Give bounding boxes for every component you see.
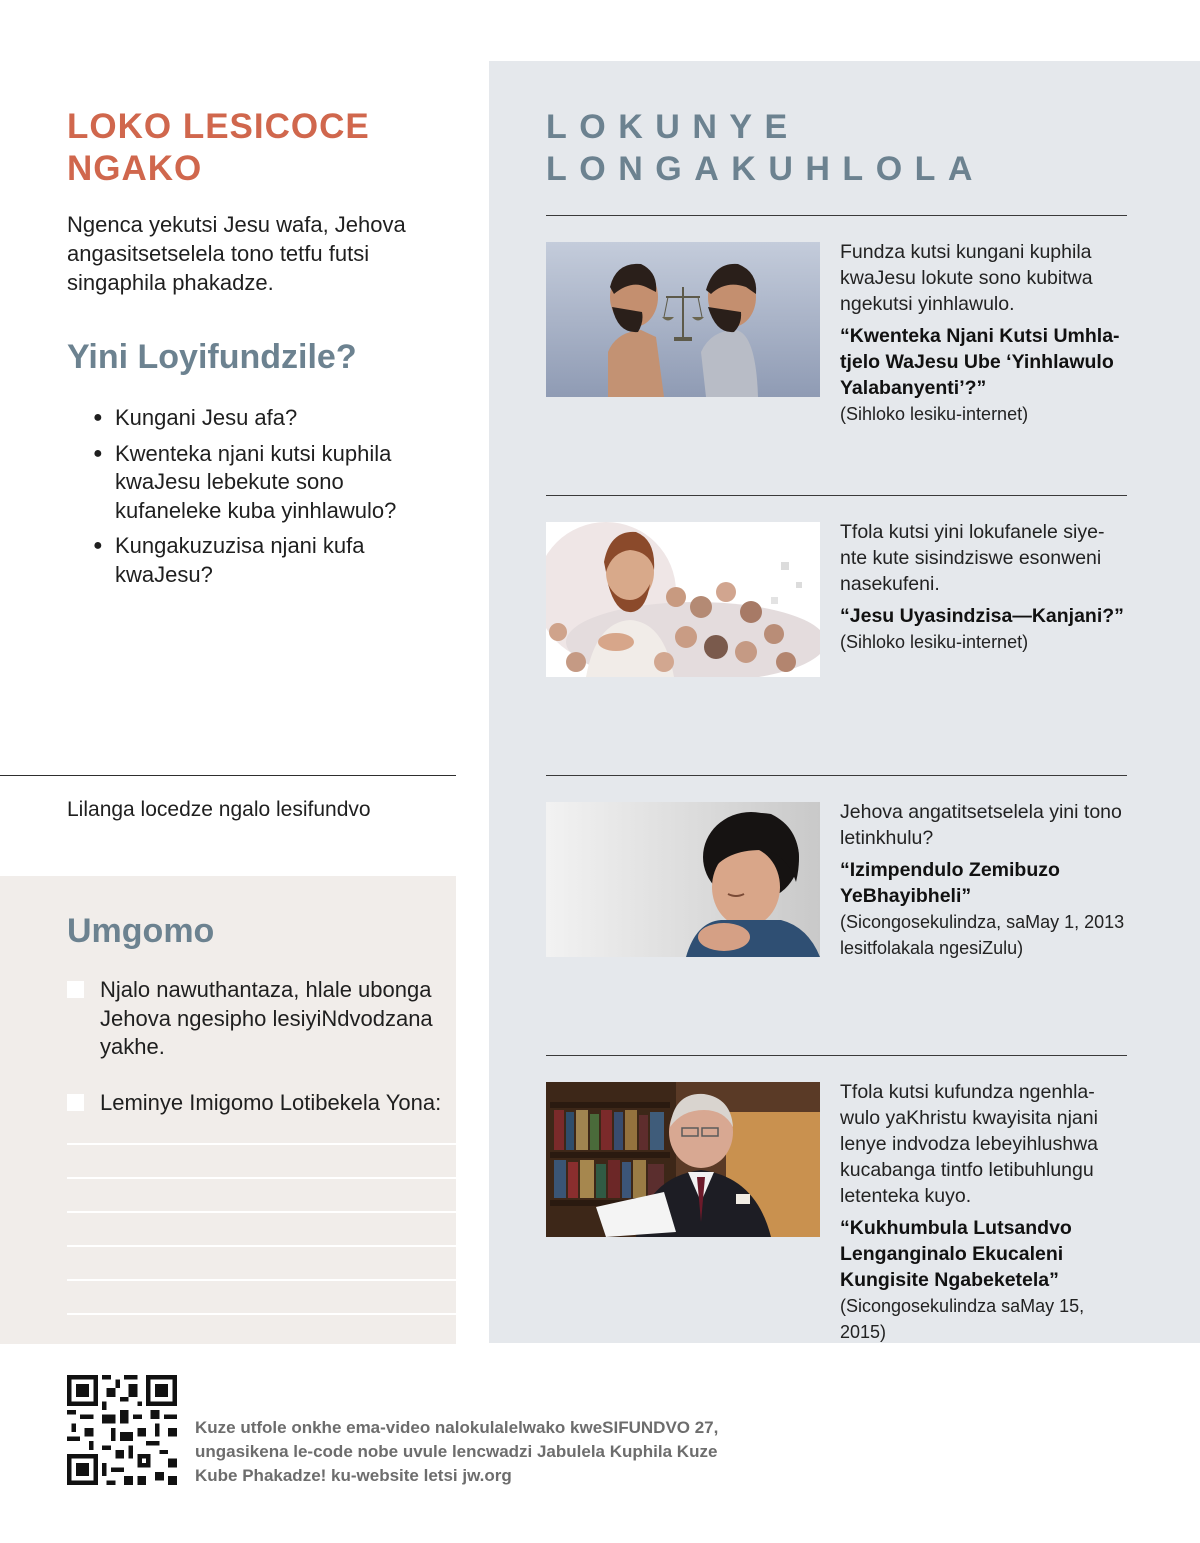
resource-source: (Sicongosekulindza, saMay 1, 2013 lesitfolakala ngesiZulu) — [840, 912, 1125, 958]
footer-line1: Kuze utfole onkhe ema-video nalokulalelwako kweSIFUNDVO 27, — [195, 1418, 719, 1437]
footer-line3: Kube Phakadze! ku-website letsi jw.org — [195, 1466, 512, 1485]
writing-line[interactable] — [67, 1279, 456, 1281]
resources-title-line1: LOKUNYE — [546, 108, 800, 146]
resource-link[interactable]: “Jesu Uyasindzisa—Kanjani?” — [840, 605, 1124, 627]
summary-title-line2: NGAKO — [67, 149, 203, 188]
praying-man-image — [546, 802, 820, 957]
resource-item — [840, 1079, 1130, 1345]
writing-line[interactable] — [67, 1211, 456, 1213]
bullet-icon: ● — [93, 537, 103, 554]
goal-item-text: Leminye Imigomo Lotibekela Yona: — [100, 1090, 442, 1115]
completion-date-label: Lilanga locedze ngalo lesifundvo — [67, 798, 371, 821]
resource-item — [840, 239, 1130, 427]
divider — [546, 215, 1127, 216]
list-item — [93, 532, 453, 589]
resources-title — [546, 106, 1106, 190]
saves-illustration — [546, 522, 820, 677]
summary-title — [67, 106, 447, 190]
goal-item-text: Njalo nawuthantaza, hlale ubonga Jehova ngesipho lesiyiNdvodzana yakhe. — [100, 977, 433, 1059]
ransom-scale-image — [546, 242, 820, 397]
resource-source: (Sicongosekulindza saMay 15, 2015) — [840, 1296, 1085, 1342]
resource-item — [840, 799, 1130, 961]
list-item — [93, 440, 453, 526]
man-reading-image — [546, 1082, 820, 1237]
resource-link[interactable]: “Kwenteka Njani Kutsi Umhla-tjelo WaJesu Ube ‘Yinhlawulo Yalabanyenti’?” — [840, 325, 1120, 399]
resource-item — [840, 519, 1130, 655]
resource-source: (Sihloko lesiku-internet) — [840, 404, 1029, 424]
writing-line[interactable] — [67, 1177, 456, 1179]
resource-description: Tfola kutsi kufundza ngenhla-wulo yaKhristu kwayisita njani lenye indvodza lebeyihlushwa kucabanga tintfo letibuhlungu letenteka kuyo. — [840, 1081, 1099, 1207]
ransom-illustration — [546, 242, 820, 397]
summary-title-line1: LOKO LESICOCE — [67, 107, 370, 146]
divider — [546, 775, 1127, 776]
divider — [0, 775, 456, 776]
writing-line[interactable] — [67, 1313, 456, 1315]
resource-link[interactable]: “Kukhumbula Lutsandvo Lenganginalo Ekucaleni Kungisite Ngabeketela” — [840, 1217, 1072, 1291]
footer-text — [195, 1416, 755, 1488]
goal-item-prayer[interactable] — [67, 976, 452, 1062]
prayer-photo — [546, 802, 820, 957]
resource-description: Tfola kutsi yini lokufanele siye-nte kute sisindziswe esonweni nasekufeni. — [840, 521, 1105, 595]
checkbox[interactable] — [67, 1094, 84, 1111]
goal-item-other[interactable] — [67, 1089, 452, 1118]
list-item-text: Kungakuzuzisa njani kufa kwaJesu? — [115, 533, 365, 587]
writing-line[interactable] — [67, 1143, 456, 1145]
goal-title: Umgomo — [67, 912, 215, 950]
resource-source: (Sihloko lesiku-internet) — [840, 632, 1029, 652]
qr-code-icon[interactable] — [67, 1375, 177, 1485]
footer-line2: ungasikena le-code nobe uvule lencwadzi Jabulela Kuphila Kuze — [195, 1442, 718, 1461]
writing-line[interactable] — [67, 1245, 456, 1247]
bullet-icon: ● — [93, 409, 103, 426]
list-item — [93, 404, 453, 433]
summary-text: Ngenca yekutsi Jesu wafa, Jehova angasitsetselela tono tetfu futsi singaphila phakadze. — [67, 212, 406, 295]
divider — [546, 1055, 1127, 1056]
checkbox[interactable] — [67, 981, 84, 998]
resource-description: Fundza kutsi kungani kuphila kwaJesu lokute sono kubitwa ngekutsi yinhlawulo. — [840, 241, 1093, 315]
divider — [546, 495, 1127, 496]
bullet-icon: ● — [93, 444, 103, 462]
jesus-saves-image — [546, 522, 820, 677]
list-item-text: Kungani Jesu afa? — [115, 405, 298, 430]
learned-title: Yini Loyifundzile? — [67, 338, 357, 376]
resources-title-line2: LONGAKUHLOLA — [546, 150, 985, 188]
list-item-text: Kwenteka njani kutsi kuphila kwaJesu lebekute sono kufaneleke kuba yinhlawulo? — [115, 440, 397, 523]
reading-man-photo — [546, 1082, 820, 1237]
resource-link[interactable]: “Izimpendulo Zemibuzo YeBhayibheli” — [840, 859, 1060, 907]
learned-list — [93, 404, 453, 596]
resource-description: Jehova angatitsetselela yini tono letinkhulu? — [840, 801, 1122, 849]
